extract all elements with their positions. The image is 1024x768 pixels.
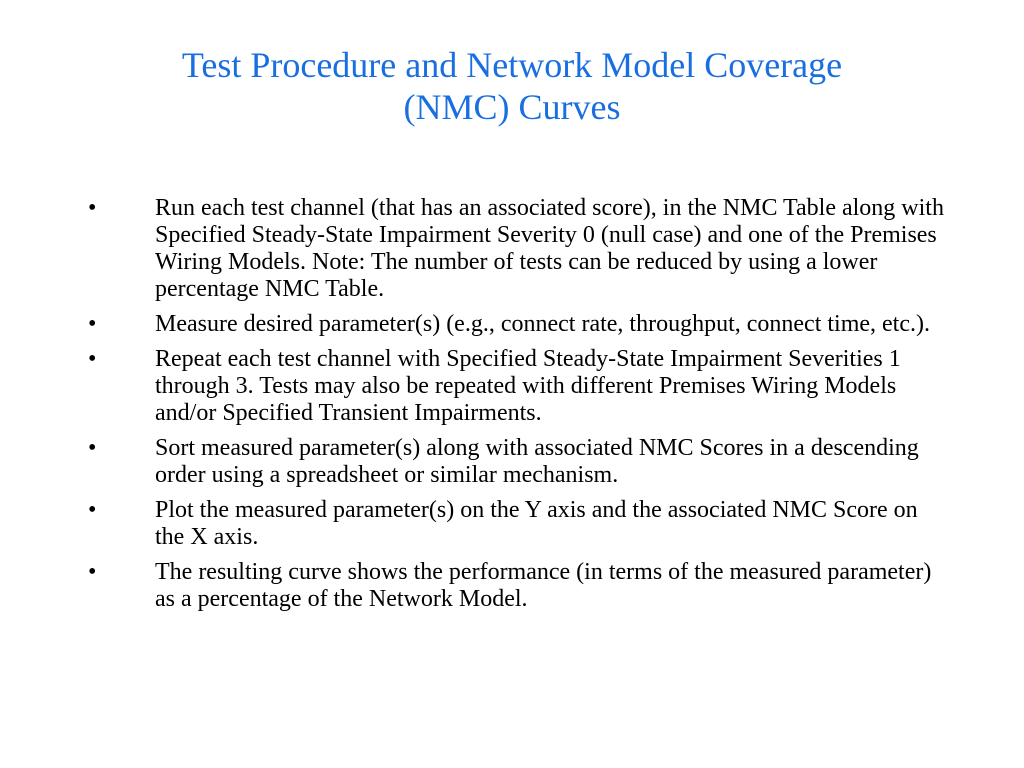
- bullet-list: [88, 195, 948, 621]
- bullet-text: Measure desired parameter(s) (e.g., connect rate, throughput, connect time, etc.).: [155, 311, 930, 337]
- list-item: [88, 435, 948, 489]
- slide-title-line: (NMC) Curves: [403, 87, 621, 127]
- slide-title-line: Test Procedure and Network Model Coverage: [181, 45, 843, 85]
- list-item: [88, 195, 948, 303]
- bullet-text: Sort measured parameter(s) along with associated NMC Scores in a descending order using a spreadsheet or similar mechanism.: [155, 435, 919, 488]
- bullet-icon: •: [88, 346, 97, 372]
- bullet-text: Repeat each test channel with Specified Steady-State Impairment Severities 1 through 3. Tests may also be repeated with different Premises Wiring Models and/or Specified Transient Impairments.: [155, 346, 901, 426]
- list-item: [88, 497, 948, 551]
- bullet-text: Run each test channel (that has an associated score), in the NMC Table along with Specified Steady-State Impairment Severity 0 (null case) and one of the Premises Wiring Models. Note: The number of tests can be reduced by using a lower percentage NMC Table.: [155, 195, 944, 302]
- list-item: [88, 559, 948, 613]
- bullet-icon: •: [88, 311, 97, 337]
- bullet-text: Plot the measured parameter(s) on the Y axis and the associated NMC Score on the X axis.: [155, 497, 918, 550]
- bullet-icon: •: [88, 195, 97, 221]
- list-item: [88, 311, 948, 338]
- bullet-icon: •: [88, 497, 97, 523]
- slide-title: [60, 44, 964, 128]
- bullet-icon: •: [88, 559, 97, 585]
- list-item: [88, 346, 948, 427]
- bullet-text: The resulting curve shows the performance (in terms of the measured parameter) as a percentage of the Network Model.: [155, 559, 932, 612]
- bullet-icon: •: [88, 435, 97, 461]
